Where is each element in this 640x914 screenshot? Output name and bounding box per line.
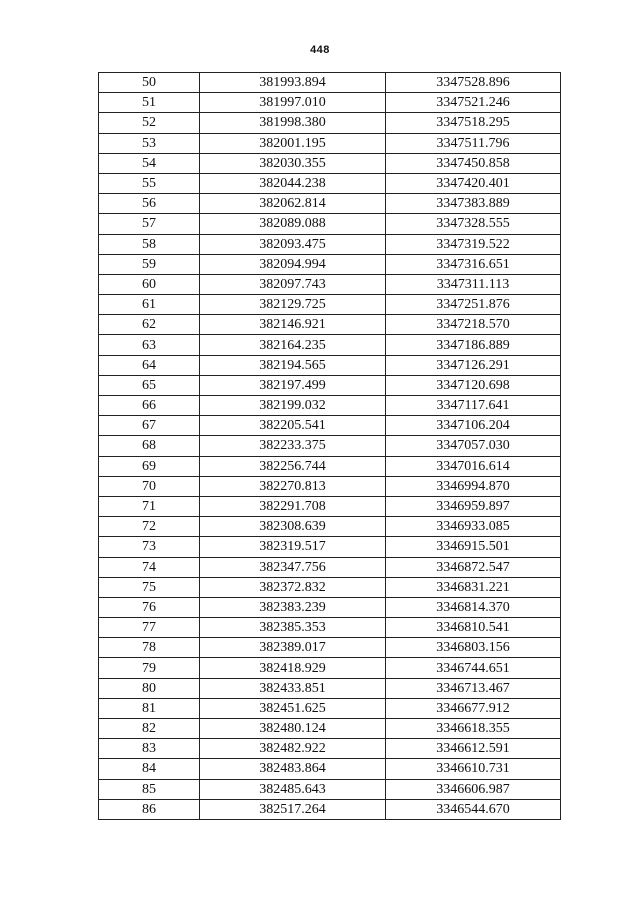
table-row [99, 335, 561, 355]
x-coordinate-cell: 382146.921 [200, 315, 386, 335]
point-number-cell: 66 [99, 396, 200, 416]
x-coordinate-cell: 382129.725 [200, 295, 386, 315]
point-number-cell: 60 [99, 274, 200, 294]
table-row [99, 133, 561, 153]
x-coordinate-cell: 381998.380 [200, 113, 386, 133]
point-number-cell: 81 [99, 698, 200, 718]
table-row [99, 658, 561, 678]
y-coordinate-cell: 3347328.555 [386, 214, 561, 234]
table-row [99, 698, 561, 718]
y-coordinate-cell: 3347218.570 [386, 315, 561, 335]
point-number-cell: 83 [99, 739, 200, 759]
x-coordinate-cell: 381997.010 [200, 93, 386, 113]
y-coordinate-cell: 3346713.467 [386, 678, 561, 698]
table-row [99, 597, 561, 617]
table-row [99, 194, 561, 214]
y-coordinate-cell: 3346606.987 [386, 779, 561, 799]
point-number-cell: 59 [99, 254, 200, 274]
y-coordinate-cell: 3347450.858 [386, 153, 561, 173]
table-row [99, 375, 561, 395]
y-coordinate-cell: 3347518.295 [386, 113, 561, 133]
point-number-cell: 76 [99, 597, 200, 617]
table-row [99, 456, 561, 476]
x-coordinate-cell: 382433.851 [200, 678, 386, 698]
point-number-cell: 62 [99, 315, 200, 335]
coordinate-table-body [99, 73, 561, 820]
point-number-cell: 70 [99, 476, 200, 496]
x-coordinate-cell: 382517.264 [200, 799, 386, 819]
x-coordinate-cell: 382385.353 [200, 618, 386, 638]
y-coordinate-cell: 3346544.670 [386, 799, 561, 819]
x-coordinate-cell: 382044.238 [200, 173, 386, 193]
table-row [99, 719, 561, 739]
point-number-cell: 75 [99, 577, 200, 597]
table-row [99, 577, 561, 597]
x-coordinate-cell: 382270.813 [200, 476, 386, 496]
y-coordinate-cell: 3347521.246 [386, 93, 561, 113]
y-coordinate-cell: 3347126.291 [386, 355, 561, 375]
table-row [99, 113, 561, 133]
x-coordinate-cell: 382089.088 [200, 214, 386, 234]
x-coordinate-cell: 382062.814 [200, 194, 386, 214]
y-coordinate-cell: 3347016.614 [386, 456, 561, 476]
point-number-cell: 82 [99, 719, 200, 739]
point-number-cell: 61 [99, 295, 200, 315]
x-coordinate-cell: 382319.517 [200, 537, 386, 557]
x-coordinate-cell: 382383.239 [200, 597, 386, 617]
y-coordinate-cell: 3347316.651 [386, 254, 561, 274]
point-number-cell: 69 [99, 456, 200, 476]
y-coordinate-cell: 3346612.591 [386, 739, 561, 759]
x-coordinate-cell: 382485.643 [200, 779, 386, 799]
y-coordinate-cell: 3346814.370 [386, 597, 561, 617]
y-coordinate-cell: 3347528.896 [386, 73, 561, 93]
y-coordinate-cell: 3346959.897 [386, 496, 561, 516]
y-coordinate-cell: 3346810.541 [386, 618, 561, 638]
point-number-cell: 53 [99, 133, 200, 153]
table-row [99, 274, 561, 294]
table-row [99, 517, 561, 537]
table-row [99, 436, 561, 456]
table-row [99, 739, 561, 759]
x-coordinate-cell: 382030.355 [200, 153, 386, 173]
table-row [99, 476, 561, 496]
x-coordinate-cell: 382001.195 [200, 133, 386, 153]
y-coordinate-cell: 3347319.522 [386, 234, 561, 254]
table-row [99, 557, 561, 577]
y-coordinate-cell: 3346933.085 [386, 517, 561, 537]
table-row [99, 254, 561, 274]
table-row [99, 173, 561, 193]
x-coordinate-cell: 382205.541 [200, 416, 386, 436]
coordinate-table [98, 72, 561, 820]
point-number-cell: 63 [99, 335, 200, 355]
x-coordinate-cell: 382233.375 [200, 436, 386, 456]
point-number-cell: 78 [99, 638, 200, 658]
table-row [99, 93, 561, 113]
point-number-cell: 86 [99, 799, 200, 819]
table-row [99, 496, 561, 516]
y-coordinate-cell: 3346994.870 [386, 476, 561, 496]
x-coordinate-cell: 382418.929 [200, 658, 386, 678]
x-coordinate-cell: 382483.864 [200, 759, 386, 779]
y-coordinate-cell: 3346831.221 [386, 577, 561, 597]
point-number-cell: 84 [99, 759, 200, 779]
table-row [99, 355, 561, 375]
x-coordinate-cell: 382308.639 [200, 517, 386, 537]
y-coordinate-cell: 3347057.030 [386, 436, 561, 456]
y-coordinate-cell: 3347511.796 [386, 133, 561, 153]
table-row [99, 214, 561, 234]
point-number-cell: 68 [99, 436, 200, 456]
y-coordinate-cell: 3346618.355 [386, 719, 561, 739]
y-coordinate-cell: 3347311.113 [386, 274, 561, 294]
y-coordinate-cell: 3346915.501 [386, 537, 561, 557]
x-coordinate-cell: 382097.743 [200, 274, 386, 294]
point-number-cell: 79 [99, 658, 200, 678]
y-coordinate-cell: 3347383.889 [386, 194, 561, 214]
point-number-cell: 72 [99, 517, 200, 537]
point-number-cell: 51 [99, 93, 200, 113]
point-number-cell: 57 [99, 214, 200, 234]
table-row [99, 618, 561, 638]
y-coordinate-cell: 3346744.651 [386, 658, 561, 678]
y-coordinate-cell: 3347106.204 [386, 416, 561, 436]
x-coordinate-cell: 382389.017 [200, 638, 386, 658]
point-number-cell: 64 [99, 355, 200, 375]
x-coordinate-cell: 382451.625 [200, 698, 386, 718]
table-row [99, 638, 561, 658]
y-coordinate-cell: 3347251.876 [386, 295, 561, 315]
table-row [99, 153, 561, 173]
x-coordinate-cell: 382093.475 [200, 234, 386, 254]
table-row [99, 396, 561, 416]
point-number-cell: 56 [99, 194, 200, 214]
x-coordinate-cell: 382256.744 [200, 456, 386, 476]
point-number-cell: 71 [99, 496, 200, 516]
y-coordinate-cell: 3347186.889 [386, 335, 561, 355]
table-row [99, 537, 561, 557]
point-number-cell: 58 [99, 234, 200, 254]
point-number-cell: 67 [99, 416, 200, 436]
point-number-cell: 77 [99, 618, 200, 638]
table-row [99, 799, 561, 819]
table-row [99, 416, 561, 436]
point-number-cell: 55 [99, 173, 200, 193]
y-coordinate-cell: 3347420.401 [386, 173, 561, 193]
x-coordinate-cell: 382480.124 [200, 719, 386, 739]
point-number-cell: 50 [99, 73, 200, 93]
y-coordinate-cell: 3346677.912 [386, 698, 561, 718]
table-row [99, 73, 561, 93]
x-coordinate-cell: 382197.499 [200, 375, 386, 395]
table-row [99, 678, 561, 698]
table-row [99, 234, 561, 254]
x-coordinate-cell: 382372.832 [200, 577, 386, 597]
table-row [99, 315, 561, 335]
x-coordinate-cell: 382199.032 [200, 396, 386, 416]
point-number-cell: 85 [99, 779, 200, 799]
point-number-cell: 74 [99, 557, 200, 577]
table-row [99, 759, 561, 779]
x-coordinate-cell: 382194.565 [200, 355, 386, 375]
point-number-cell: 54 [99, 153, 200, 173]
y-coordinate-cell: 3346610.731 [386, 759, 561, 779]
y-coordinate-cell: 3347117.641 [386, 396, 561, 416]
x-coordinate-cell: 382291.708 [200, 496, 386, 516]
x-coordinate-cell: 382482.922 [200, 739, 386, 759]
point-number-cell: 65 [99, 375, 200, 395]
y-coordinate-cell: 3346803.156 [386, 638, 561, 658]
point-number-cell: 73 [99, 537, 200, 557]
x-coordinate-cell: 382347.756 [200, 557, 386, 577]
y-coordinate-cell: 3346872.547 [386, 557, 561, 577]
x-coordinate-cell: 381993.894 [200, 73, 386, 93]
point-number-cell: 80 [99, 678, 200, 698]
table-row [99, 779, 561, 799]
x-coordinate-cell: 382164.235 [200, 335, 386, 355]
page-number: 448 [310, 44, 330, 56]
x-coordinate-cell: 382094.994 [200, 254, 386, 274]
y-coordinate-cell: 3347120.698 [386, 375, 561, 395]
table-row [99, 295, 561, 315]
point-number-cell: 52 [99, 113, 200, 133]
